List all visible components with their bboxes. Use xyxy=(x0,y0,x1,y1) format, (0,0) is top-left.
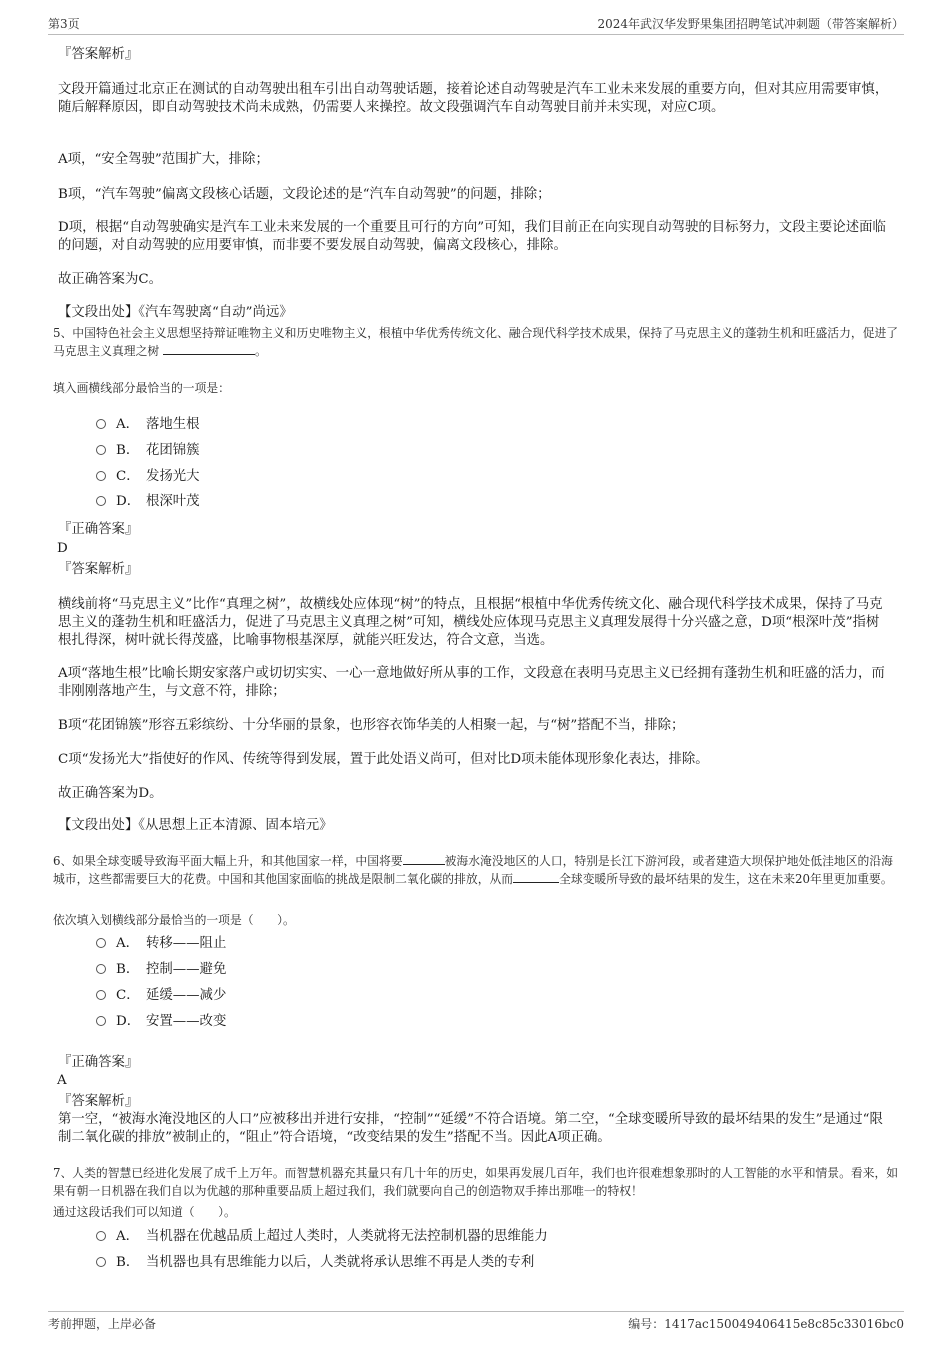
q4-source: 【文段出处】《汽车驾驶离“自动”尚远》 xyxy=(58,305,293,320)
q5-analysis-paragraph: A项“落地生根”比喻长期安家落户或切切实实、一心一意地做好所从事的工作，文段意在表明马克思主义已经拥有蓬勃生机和旺盛的活力，而非刚刚落地产生，与文意不符，排除； xyxy=(58,666,885,699)
q6-option-b[interactable]: B． 控制——避免 xyxy=(96,960,226,980)
q6-option-c[interactable]: C． 延缓——减少 xyxy=(96,986,226,1006)
q6-stem-text: 被海水淹没地区的人口，特别是长江下游河段，或者建造大坝保护地处低洼地区的沿海城市，这些都需要巨大的花费。中国和其他国家面临的挑战是限制二氧化碳的排放，从而 xyxy=(53,854,893,886)
page-number: 第3页 xyxy=(48,17,80,31)
footer-slogan: 考前押题，上岸必备 xyxy=(48,1317,157,1331)
q5-conclusion: 故正确答案为D。 xyxy=(58,786,163,801)
radio-icon[interactable] xyxy=(96,445,106,455)
q6-answer: A xyxy=(57,1073,67,1088)
radio-icon[interactable] xyxy=(96,1016,106,1026)
page-header xyxy=(48,14,904,35)
radio-icon[interactable] xyxy=(96,990,106,1000)
q5-stem-text: 5、中国特色社会主义思想坚持辩证唯物主义和历史唯物主义，根植中华优秀传统文化、融合现代科学技术成果，保持了马克思主义的蓬勃生机和旺盛活力，促进了马克思主义真理之树 xyxy=(53,326,899,358)
q5-stem-end: 。 xyxy=(254,344,267,358)
radio-icon[interactable] xyxy=(96,1231,106,1241)
q4-conclusion: 故正确答案为C。 xyxy=(58,272,162,287)
q5-stem xyxy=(53,324,900,360)
q4-analysis-paragraph: A项，“安全驾驶”范围扩大，排除； xyxy=(58,152,269,167)
q5-source: 【文段出处】《从思想上正本清源、固本培元》 xyxy=(58,818,333,833)
q4-analysis-paragraph: B项，“汽车驾驶”偏离文段核心话题，文段论述的是“汽车自动驾驶”的问题，排除； xyxy=(58,187,551,202)
q7-prompt: 通过这段话我们可以知道（ ）。 xyxy=(53,1205,236,1219)
q5-analysis-paragraph: B项“花团锦簇”形容五彩缤纷、十分华丽的景象，也形容衣饰华美的人相聚一起，与“树”搭配不当，排除； xyxy=(58,718,685,733)
q5-option-d[interactable]: D． 根深叶茂 xyxy=(96,492,200,512)
q5-analysis-paragraph: 横线前将“马克思主义”比作“真理之树”，故横线处应体现“树”的特点，且根据“根植中华优秀传统文化、融合现代科学技术成果，保持了马克思主义的蓬勃生机和旺盛活力，促进了马克思主义真理之树”可知，横线处应体现马克思主义真理发展得十分兴盛之意，D项“根深叶茂”指树根扎得深，树叶就长得茂盛，比喻事物根基深厚，就能兴旺发达，符合文意，当选。 xyxy=(58,597,883,648)
q5-option-b[interactable]: B． 花团锦簇 xyxy=(96,441,200,461)
answer-blank xyxy=(513,870,559,883)
answer-blank xyxy=(163,342,255,355)
q6-stem-text: 6、如果全球变暖导致海平面大幅上升，和其他国家一样，中国将要 xyxy=(53,854,403,868)
radio-icon[interactable] xyxy=(96,419,106,429)
q6-analysis-paragraph: 第一空，“被海水淹没地区的人口”应被移出并进行安排，“控制”“延缓”不符合语境。第二空，“全球变暖所导致的最坏结果的发生”是通过“限制二氧化碳的排放”被制止的，“阻止”符合语境，“改变结果的发生”搭配不当。因此A项正确。 xyxy=(58,1112,883,1145)
q6-answer-heading: 『正确答案』 xyxy=(58,1055,139,1070)
radio-icon[interactable] xyxy=(96,938,106,948)
q6-stem-text: 全球变暖所导致的最坏结果的发生，这在未来20年里更加重要。 xyxy=(559,872,893,886)
q5-analysis-paragraph: C项“发扬光大”指使好的作风、传统等得到发展，置于此处语义尚可，但对比D项未能体现形象化表达，排除。 xyxy=(58,752,709,767)
q5-option-c[interactable]: C． 发扬光大 xyxy=(96,467,200,487)
document-code: 编号：1417ac150049406415e8c85c33016bc0 xyxy=(628,1317,904,1331)
q5-prompt: 填入画横线部分最恰当的一项是： xyxy=(53,381,230,395)
q7-stem: 7、人类的智慧已经进化发展了成千上万年。而智慧机器充其量只有几十年的历史，如果再发展几百年，我们也许很难想象那时的人工智能的水平和情景。看来，如果有朝一日机器在我们自以为优越的那种重要品质上超过我们，我们就要向自己的创造物双手捧出那唯一的特权！ xyxy=(53,1166,899,1198)
document-title: 2024年武汉华发野果集团招聘笔试冲刺题（带答案解析） xyxy=(597,17,904,31)
q6-option-a[interactable]: A． 转移——阻止 xyxy=(96,934,226,954)
radio-icon[interactable] xyxy=(96,964,106,974)
answer-blank xyxy=(403,852,445,865)
q4-analysis-heading: 『答案解析』 xyxy=(58,47,139,62)
q6-analysis-heading: 『答案解析』 xyxy=(58,1094,139,1109)
radio-icon[interactable] xyxy=(96,1257,106,1267)
q7-option-a[interactable]: A． 当机器在优越品质上超过人类时，人类就将无法控制机器的思维能力 xyxy=(96,1227,548,1247)
q4-analysis-paragraph: 文段开篇通过北京正在测试的自动驾驶出租车引出自动驾驶话题，接着论述自动驾驶是汽车工业未来发展的重要方向，但对其应用需要审慎，随后解释原因，即自动驾驶技术尚未成熟，仍需要人来操控。故文段强调汽车自动驾驶目前并未实现，对应C项。 xyxy=(58,82,889,115)
radio-icon[interactable] xyxy=(96,471,106,481)
q5-answer-heading: 『正确答案』 xyxy=(58,522,139,537)
q5-option-a[interactable]: A． 落地生根 xyxy=(96,415,200,435)
page-footer xyxy=(48,1311,904,1334)
q6-option-d[interactable]: D． 安置——改变 xyxy=(96,1012,226,1032)
q5-analysis-heading: 『答案解析』 xyxy=(58,562,139,577)
q6-stem xyxy=(53,852,900,888)
radio-icon[interactable] xyxy=(96,496,106,506)
q6-prompt: 依次填入划横线部分最恰当的一项是（ ）。 xyxy=(53,913,295,927)
q4-analysis-paragraph: D项，根据“自动驾驶确实是汽车工业未来发展的一个重要且可行的方向”可知，我们目前正在向实现自动驾驶的目标努力，文段主要论述面临的问题，对自动驾驶的应用要审慎，而非要不要发展自动驾驶，偏离文段核心，排除。 xyxy=(58,220,886,253)
q5-answer: D xyxy=(57,541,68,556)
q7-option-b[interactable]: B． 当机器也具有思维能力以后，人类就将承认思维不再是人类的专利 xyxy=(96,1253,534,1273)
